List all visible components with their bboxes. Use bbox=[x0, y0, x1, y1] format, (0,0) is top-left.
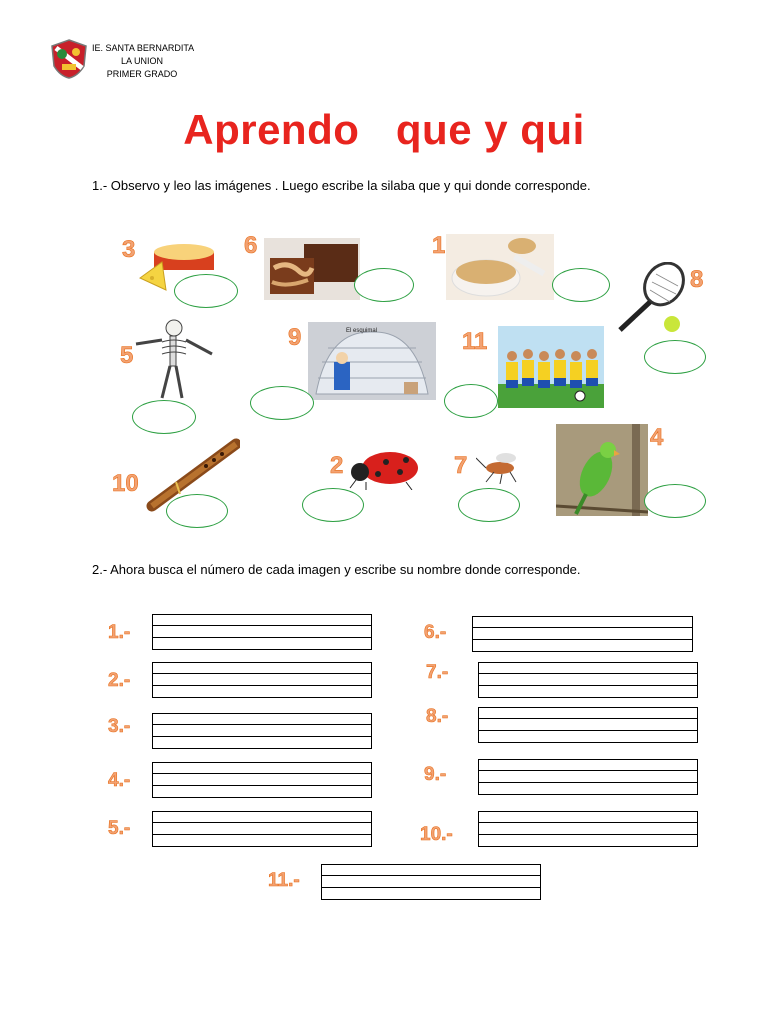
answer-label-3: 3.- bbox=[108, 716, 131, 737]
instruction-2: 2.- Ahora busca el número de cada imagen y escribe su nombre donde corresponde. bbox=[92, 562, 581, 577]
igloo-caption: El esquimal bbox=[346, 328, 378, 334]
item-number-7: 7 bbox=[454, 452, 468, 479]
answer-lines-11[interactable] bbox=[321, 864, 541, 900]
soccer-team-image bbox=[498, 326, 604, 408]
page-title bbox=[0, 106, 768, 154]
answer-label-8: 8.- bbox=[426, 706, 449, 727]
ladybug-image bbox=[346, 446, 426, 490]
school-grade: PRIMER GRADO bbox=[106, 69, 178, 79]
answer-lines-5[interactable] bbox=[152, 811, 372, 847]
item-number-10: 10 bbox=[112, 470, 139, 497]
answer-oval-7[interactable] bbox=[458, 488, 520, 522]
answer-label-9: 9.- bbox=[424, 764, 447, 785]
item-number-5: 5 bbox=[120, 342, 134, 369]
answer-lines-4[interactable] bbox=[152, 762, 372, 798]
mosquito-image bbox=[476, 446, 522, 484]
answer-oval-9[interactable] bbox=[250, 386, 314, 420]
answer-label-4: 4.- bbox=[108, 770, 131, 791]
answer-oval-1[interactable] bbox=[552, 268, 610, 302]
item-number-6: 6 bbox=[244, 232, 258, 259]
item-number-11: 11 bbox=[462, 328, 488, 355]
item-number-1: 1 bbox=[432, 232, 446, 259]
answer-lines-1[interactable] bbox=[152, 614, 372, 650]
item-number-9: 9 bbox=[288, 324, 302, 351]
item-number-3: 3 bbox=[122, 236, 136, 263]
skeleton-image bbox=[122, 318, 218, 400]
answer-label-5: 5.- bbox=[108, 818, 131, 839]
tennis-racket-image bbox=[614, 262, 690, 336]
answer-oval-3[interactable] bbox=[174, 274, 238, 308]
answer-label-6: 6.- bbox=[424, 622, 447, 643]
answer-lines-8[interactable] bbox=[478, 707, 698, 743]
answer-lines-9[interactable] bbox=[478, 759, 698, 795]
title-part2: que y qui bbox=[395, 106, 585, 153]
answer-oval-6[interactable] bbox=[354, 268, 414, 302]
school-info bbox=[92, 42, 195, 81]
answer-oval-4[interactable] bbox=[644, 484, 706, 518]
answer-label-11: 11.- bbox=[268, 870, 300, 891]
answer-oval-2[interactable] bbox=[302, 488, 364, 522]
igloo-image bbox=[308, 322, 436, 400]
quinoa-image bbox=[446, 234, 554, 300]
item-number-4: 4 bbox=[650, 424, 664, 451]
title-part1: Aprendo bbox=[183, 106, 360, 153]
answer-label-10: 10.- bbox=[420, 824, 453, 845]
answer-label-1: 1.- bbox=[108, 622, 131, 643]
answer-lines-6[interactable] bbox=[472, 616, 693, 652]
answer-lines-7[interactable] bbox=[478, 662, 698, 698]
answer-oval-11[interactable] bbox=[444, 384, 498, 418]
answer-lines-2[interactable] bbox=[152, 662, 372, 698]
parakeet-image bbox=[556, 424, 648, 516]
school-name: IE. SANTA BERNARDITA bbox=[92, 43, 195, 53]
answer-label-2: 2.- bbox=[108, 670, 131, 691]
item-number-2: 2 bbox=[330, 452, 344, 479]
school-location: LA UNION bbox=[120, 56, 163, 66]
answer-oval-8[interactable] bbox=[644, 340, 706, 374]
answer-oval-5[interactable] bbox=[132, 400, 196, 434]
answer-lines-10[interactable] bbox=[478, 811, 698, 847]
instruction-1: 1.- Observo y leo las imágenes . Luego escribe la silaba que y qui donde corresponde. bbox=[92, 178, 591, 193]
marble-cake-image bbox=[264, 238, 360, 300]
answer-lines-3[interactable] bbox=[152, 713, 372, 749]
item-number-8: 8 bbox=[690, 266, 704, 293]
answer-oval-10[interactable] bbox=[166, 494, 228, 528]
school-logo bbox=[48, 38, 90, 80]
answer-label-7: 7.- bbox=[426, 662, 449, 683]
